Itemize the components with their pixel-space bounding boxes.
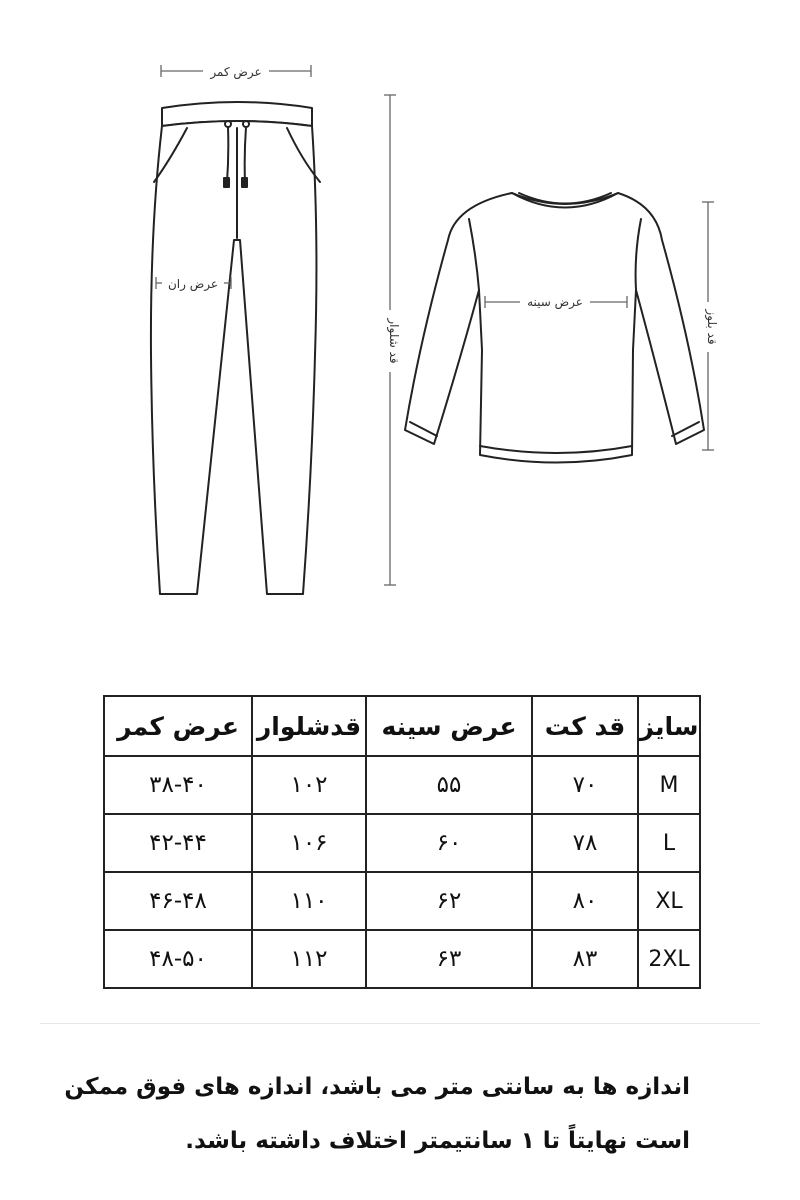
chest-width-cell: ۶۳ xyxy=(366,930,532,988)
header-size: سایز xyxy=(638,696,700,756)
top-length-cell: ۷۰ xyxy=(532,756,638,814)
size-cell: M xyxy=(638,756,700,814)
table-row xyxy=(104,756,700,814)
table-row xyxy=(104,872,700,930)
table-header-row xyxy=(104,696,700,756)
top-length-cell: ۸۳ xyxy=(532,930,638,988)
waist-width-label: عرض کمر xyxy=(210,65,262,79)
size-cell: XL xyxy=(638,872,700,930)
pants-length-label: قد شلوار xyxy=(387,318,401,364)
size-cell: L xyxy=(638,814,700,872)
top-length-cell: ۸۰ xyxy=(532,872,638,930)
waist-width-cell: ۳۸-۴۰ xyxy=(104,756,252,814)
waist-width-cell: ۴۸-۵۰ xyxy=(104,930,252,988)
chest-width-cell: ۶۰ xyxy=(366,814,532,872)
note-line-1: اندازه ها به سانتی متر می باشد، اندازه های فوق ممکن xyxy=(64,1074,690,1100)
top-length-label: قد بلوز xyxy=(705,309,719,345)
table-row xyxy=(104,930,700,988)
note-line-2: است نهایتاً تا ۱ سانتیمتر اختلاف داشته باشد. xyxy=(185,1128,690,1154)
divider xyxy=(40,1023,760,1024)
header-chest-width: عرض سینه xyxy=(366,696,532,756)
pants-illustration xyxy=(151,102,320,594)
pants-length-cell: ۱۱۲ xyxy=(252,930,366,988)
header-pants-length: قدشلوار xyxy=(252,696,366,756)
pants-length-cell: ۱۱۰ xyxy=(252,872,366,930)
chest-width-label: عرض سینه xyxy=(527,295,583,309)
waist-width-cell: ۴۲-۴۴ xyxy=(104,814,252,872)
chest-width-cell: ۶۲ xyxy=(366,872,532,930)
header-waist-width: عرض کمر xyxy=(104,696,252,756)
header-top-length: قد کت xyxy=(532,696,638,756)
top-length-cell: ۷۸ xyxy=(532,814,638,872)
top-illustration xyxy=(405,193,704,463)
pants-length-cell: ۱۰۲ xyxy=(252,756,366,814)
table-row xyxy=(104,814,700,872)
thigh-width-label: عرض ران xyxy=(167,277,219,291)
size-table xyxy=(103,695,701,989)
size-cell: 2XL xyxy=(638,930,700,988)
pants-length-cell: ۱۰۶ xyxy=(252,814,366,872)
waist-width-cell: ۴۶-۴۸ xyxy=(104,872,252,930)
chest-width-cell: ۵۵ xyxy=(366,756,532,814)
